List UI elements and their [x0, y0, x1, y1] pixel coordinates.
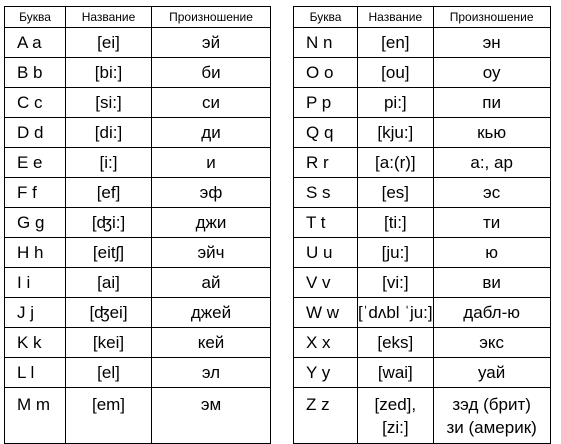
pronunciation-cell: дабл-ю: [433, 298, 550, 328]
pronunciation-cell-line: зэд (брит): [452, 395, 531, 414]
table-row: [5, 118, 271, 148]
table-row: [5, 388, 271, 444]
name-cell: [bi:]: [66, 58, 152, 88]
letter-cell: F f: [5, 178, 66, 208]
name-cell: [em]: [66, 388, 152, 444]
table-row: [294, 358, 551, 388]
name-cell: [i:]: [66, 148, 152, 178]
letter-cell: H h: [5, 238, 66, 268]
name-cell: [el]: [66, 358, 152, 388]
pronunciation-cell: кью: [433, 118, 550, 148]
pronunciation-cell: кей: [152, 328, 271, 358]
letter-cell: W w: [294, 298, 358, 328]
name-cell: [ei]: [66, 28, 152, 58]
letter-cell: P p: [294, 88, 358, 118]
table-row: [5, 28, 271, 58]
pronunciation-cell: а:, ар: [433, 148, 550, 178]
alphabet-table-left: [4, 6, 271, 444]
pronunciation-cell: эл: [152, 358, 271, 388]
name-cell: [ʤi:]: [66, 208, 152, 238]
name-cell: [eks]: [358, 328, 434, 358]
table-row: [294, 268, 551, 298]
name-cell: [en]: [358, 28, 434, 58]
name-cell: [kei]: [66, 328, 152, 358]
letter-cell: K k: [5, 328, 66, 358]
pronunciation-cell: экс: [433, 328, 550, 358]
table-row: [5, 88, 271, 118]
header-letter: Буква: [294, 7, 358, 28]
table-row: [5, 238, 271, 268]
letter-cell: C c: [5, 88, 66, 118]
letter-cell: I i: [5, 268, 66, 298]
pronunciation-cell: эм: [152, 388, 271, 444]
table-row: [5, 298, 271, 328]
pronunciation-cell: эс: [433, 178, 550, 208]
letter-cell: Z z: [294, 388, 358, 444]
header-pronunciation: Произношение: [433, 7, 550, 28]
table-row: [294, 298, 551, 328]
name-cell: [ju:]: [358, 238, 434, 268]
pronunciation-cell: ю: [433, 238, 550, 268]
pronunciation-cell: ви: [433, 268, 550, 298]
letter-cell: S s: [294, 178, 358, 208]
pronunciation-cell: ти: [433, 208, 550, 238]
letter-cell: T t: [294, 208, 358, 238]
pronunciation-cell: ай: [152, 268, 271, 298]
table-row: [294, 148, 551, 178]
pronunciation-cell-line: зи (америк): [446, 418, 537, 437]
table-row: [5, 208, 271, 238]
letter-cell: L l: [5, 358, 66, 388]
letter-cell: X x: [294, 328, 358, 358]
pronunciation-cell: пи: [433, 88, 550, 118]
table-row: [5, 148, 271, 178]
name-cell: [ʤei]: [66, 298, 152, 328]
table-row: [294, 118, 551, 148]
table-row: [294, 388, 551, 444]
letter-cell: U u: [294, 238, 358, 268]
name-cell-line: [zi:]: [382, 418, 409, 437]
letter-cell: O o: [294, 58, 358, 88]
header-name: Название: [66, 7, 152, 28]
header-pronunciation: Произношение: [152, 7, 271, 28]
name-cell: pi:]: [358, 88, 434, 118]
letter-cell: V v: [294, 268, 358, 298]
pronunciation-cell: и: [152, 148, 271, 178]
table-row: [294, 88, 551, 118]
pronunciation-cell: эф: [152, 178, 271, 208]
letter-cell: Q q: [294, 118, 358, 148]
table-row: [5, 178, 271, 208]
pronunciation-cell: эйч: [152, 238, 271, 268]
table-row: [294, 178, 551, 208]
letter-cell: Y y: [294, 358, 358, 388]
table-row: [294, 28, 551, 58]
letter-cell: M m: [5, 388, 66, 444]
name-cell-line: [zed],: [374, 395, 417, 414]
letter-cell: G g: [5, 208, 66, 238]
header-name: Название: [358, 7, 434, 28]
table-row: [5, 358, 271, 388]
header-row: [5, 7, 271, 28]
pronunciation-cell: уай: [433, 358, 550, 388]
pronunciation-cell: си: [152, 88, 271, 118]
name-cell: [vi:]: [358, 268, 434, 298]
letter-cell: B b: [5, 58, 66, 88]
table-row: [294, 208, 551, 238]
header-letter: Буква: [5, 7, 66, 28]
name-cell: [kju:]: [358, 118, 434, 148]
name-cell: [ˈdʌbl ˈju:]: [358, 298, 434, 328]
pronunciation-cell: [433, 388, 550, 444]
pronunciation-cell: эй: [152, 28, 271, 58]
pronunciation-cell: джей: [152, 298, 271, 328]
left-rows: [5, 28, 271, 444]
pronunciation-cell: би: [152, 58, 271, 88]
header-row: [294, 7, 551, 28]
table-row: [5, 328, 271, 358]
name-cell: [ai]: [66, 268, 152, 298]
alphabet-table-right: [293, 6, 551, 444]
name-cell: [358, 388, 434, 444]
name-cell: [es]: [358, 178, 434, 208]
pronunciation-cell: эн: [433, 28, 550, 58]
name-cell: [wai]: [358, 358, 434, 388]
table-row: [5, 58, 271, 88]
letter-cell: D d: [5, 118, 66, 148]
right-rows: [294, 28, 551, 444]
name-cell: [eitʃ]: [66, 238, 152, 268]
letter-cell: R r: [294, 148, 358, 178]
table-row: [294, 238, 551, 268]
letter-cell: N n: [294, 28, 358, 58]
name-cell: [a:(r)]: [358, 148, 434, 178]
pronunciation-cell: джи: [152, 208, 271, 238]
letter-cell: E e: [5, 148, 66, 178]
letter-cell: J j: [5, 298, 66, 328]
pronunciation-cell: ди: [152, 118, 271, 148]
table-row: [5, 268, 271, 298]
name-cell: [ou]: [358, 58, 434, 88]
table-row: [294, 58, 551, 88]
name-cell: [ti:]: [358, 208, 434, 238]
pronunciation-cell: оу: [433, 58, 550, 88]
name-cell: [ef]: [66, 178, 152, 208]
letter-cell: A a: [5, 28, 66, 58]
table-row: [294, 328, 551, 358]
name-cell: [di:]: [66, 118, 152, 148]
name-cell: [si:]: [66, 88, 152, 118]
